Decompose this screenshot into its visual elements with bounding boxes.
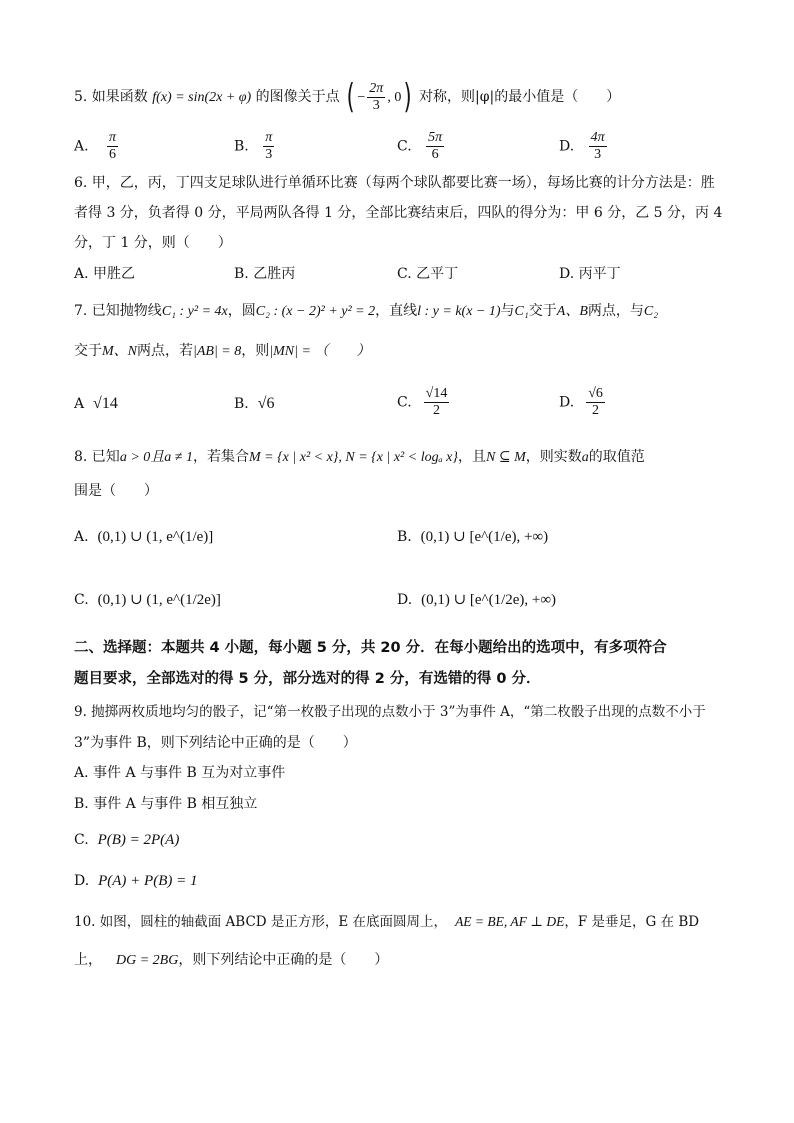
option-fraction [426, 130, 444, 163]
q5-left-paren: ( [346, 77, 355, 117]
option-fraction [589, 130, 607, 163]
q10-text: ，则下列结论中正确的是（ ） [178, 952, 389, 968]
q8-subset: N ⊆ M [486, 450, 526, 465]
q7-option-d[interactable] [559, 386, 607, 419]
q5-mid: 的图像关于点 [255, 89, 340, 105]
option-label: A [74, 396, 85, 412]
option-num: 5π [428, 130, 443, 145]
option-label: C. [397, 394, 412, 411]
option-fraction [107, 130, 118, 163]
q5-point-den: 3 [372, 97, 380, 113]
q9-option-a[interactable] [74, 763, 285, 783]
option-text: 事件 A 与事件 B 相互独立 [93, 796, 258, 812]
option-fraction [586, 386, 605, 419]
q7-text: ，直线 [375, 303, 418, 319]
q7-ab: A、B [556, 304, 588, 319]
option-label: C. [74, 832, 89, 848]
q7-option-b[interactable] [234, 394, 274, 414]
q8-text: 8. 已知 [74, 449, 120, 465]
q7-text: 交于 [528, 303, 557, 319]
q7-ab-length: |AB| = 8 [193, 344, 242, 359]
option-num: √14 [425, 386, 448, 401]
q10-line-2 [74, 950, 388, 971]
q7-line-eq: l : y = k(x − 1) [417, 304, 501, 319]
q8-option-d[interactable] [397, 590, 556, 610]
q7-text: 两点，与 [587, 303, 644, 319]
option-label: A. [74, 529, 89, 545]
option-text: 甲胜乙 [93, 266, 136, 282]
q5-function: f(x) = sin(2x + φ) [152, 90, 252, 105]
q10-condition: AE = BE, AF ⊥ DE [455, 914, 565, 929]
q5-option-b[interactable] [234, 130, 276, 163]
q8-var-a: a [581, 450, 589, 465]
q10-dg: DG = 2BG [116, 953, 179, 968]
q9-option-c[interactable] [74, 830, 179, 850]
option-den: 2 [433, 403, 441, 418]
option-num: √6 [588, 386, 603, 401]
q8-option-c[interactable] [74, 590, 221, 610]
option-den: 6 [431, 147, 439, 162]
q7-option-c[interactable] [397, 386, 451, 419]
option-label: C. [397, 138, 412, 155]
q7-c1: C₁ [514, 304, 529, 319]
q7-parabola: C₁ : y² = 4x [161, 304, 228, 319]
option-num: π [109, 130, 117, 145]
q8-text: ，若集合 [192, 449, 249, 465]
q6-line-1: 6. 甲，乙，丙，丁四支足球队进行单循环比赛（每两个球队都要比赛一场），每场比赛的计分方法是：胜 [74, 175, 715, 191]
q7-text: ，则 [241, 343, 270, 359]
option-den: 3 [594, 147, 602, 162]
option-label: A. [74, 266, 89, 282]
option-text: √6 [257, 395, 275, 412]
q5-option-d[interactable] [559, 130, 609, 163]
question-5-stem: 5. 如果函数 f(x) = sin(2x + φ) 的图像关于点 ( − $\frac{2\pi}{3}$ , 0) 对称，则|φ|的最小值是（ ） [74, 77, 621, 117]
q5-point-tail: , 0 [387, 90, 402, 105]
q7-mn-length: |MN| = （ ） [269, 344, 371, 359]
option-label: B. [234, 266, 249, 282]
option-text: (0,1) ∪ [e^(1/2e), +∞) [421, 592, 557, 608]
q8-line-1 [74, 447, 645, 468]
q8-text: 的取值范 [588, 449, 645, 465]
option-label: B. [234, 138, 249, 155]
q7-text: 7. 已知抛物线 [74, 303, 162, 319]
q10-text: 10. 如图，圆柱的轴截面 ABCD 是正方形，E 在底面圆周上， [74, 914, 448, 930]
option-den: 2 [592, 403, 600, 418]
option-text: (0,1) ∪ [e^(1/e), +∞) [420, 529, 549, 545]
option-fraction [263, 130, 274, 163]
q5-point-num: 2π [369, 80, 384, 96]
q8-option-a[interactable] [74, 527, 213, 547]
q7-c2: C₂ [643, 304, 659, 319]
q7-text: ，圆 [227, 303, 256, 319]
q10-line-1 [74, 912, 699, 932]
q6-line-3: 分，丁 1 分，则（ ） [74, 235, 232, 251]
option-num: π [265, 130, 273, 145]
q8-condition: a > 0且a ≠ 1 [119, 450, 193, 465]
q7-text: 与 [500, 303, 515, 319]
q5-right-paren: ) [403, 77, 412, 117]
q7-line-1 [74, 301, 658, 322]
option-label: C. [74, 592, 89, 608]
q6-option-a[interactable] [74, 264, 135, 284]
section-2-heading-line-1: 二、选择题：本题共 4 小题，每小题 5 分，共 20 分．在每小题给出的选项中，有多项符合 [74, 640, 667, 656]
q8-text: ，则实数 [525, 449, 582, 465]
option-label: B. [234, 396, 249, 412]
q6-option-c[interactable] [397, 264, 458, 284]
option-text: 乙平丁 [416, 266, 459, 282]
q10-text: 上， [74, 952, 102, 968]
option-num: 4π [590, 130, 605, 145]
q5-point-fraction [367, 81, 385, 114]
q6-line-2: 者得 3 分，负者得 0 分，平局两队各得 1 分，全部比赛结束后，四队的得分为：甲 6 分，乙 5 分，丙 4 [74, 205, 723, 221]
q8-text: ，且 [458, 449, 486, 465]
q7-text: 两点，若 [137, 343, 193, 359]
option-text: √14 [93, 395, 118, 412]
q7-text: 交于 [74, 343, 102, 359]
q5-prefix: 5. 如果函数 [74, 89, 148, 105]
q8-sets: M = {x | x² < x}, N = {x | x² < logₐ x} [248, 450, 458, 465]
option-text: P(B) = 2P(A) [97, 832, 180, 848]
q9-option-d[interactable] [74, 871, 197, 891]
option-text: 丙平丁 [578, 266, 621, 282]
q5-option-c[interactable] [397, 130, 446, 163]
option-label: D. [559, 394, 575, 411]
q6-option-d[interactable] [559, 264, 621, 284]
q9-line-2: 3”为事件 B，则下列结论中正确的是（ ） [74, 735, 357, 751]
option-den: 6 [109, 147, 117, 162]
option-label: B. [397, 529, 412, 545]
option-label: B. [74, 796, 89, 812]
option-text: 事件 A 与事件 B 互为对立事件 [93, 765, 286, 781]
q8-option-b[interactable] [397, 527, 548, 547]
q7-line-2 [74, 341, 370, 362]
option-label: C. [397, 266, 412, 282]
option-label: A. [74, 138, 89, 155]
option-text: 乙胜丙 [253, 266, 296, 282]
option-label: D. [559, 266, 575, 282]
option-text: P(A) + P(B) = 1 [98, 873, 198, 889]
option-label: D. [397, 592, 413, 608]
option-text: (0,1) ∪ (1, e^(1/e)] [97, 529, 214, 545]
q7-option-a[interactable] [74, 394, 118, 414]
q10-text: ，F 是垂足，G 在 BD [564, 914, 700, 930]
q6-option-b[interactable] [234, 264, 295, 284]
option-label: D. [559, 138, 575, 155]
q9-line-1: 9. 抛掷两枚质地均匀的骰子，记“第一枚骰子出现的点数小于 3”为事件 A，“第二枚骰子出现的点数不小于 [74, 704, 706, 720]
option-label: A. [74, 765, 89, 781]
q8-line-2: 围是（ ） [74, 483, 158, 499]
option-den: 3 [265, 147, 273, 162]
q5-option-a[interactable] [74, 130, 120, 163]
q7-mn: M、N [102, 344, 137, 359]
q5-suffix: 对称，则|φ|的最小值是（ ） [419, 89, 621, 105]
section-2-heading-line-2: 题目要求，全部选对的得 5 分，部分选对的得 2 分，有选错的得 0 分． [74, 671, 541, 687]
option-label: D. [74, 873, 90, 889]
q9-option-b[interactable] [74, 794, 257, 814]
option-fraction [424, 386, 450, 419]
q7-circle: C₂ : (x − 2)² + y² = 2 [255, 304, 376, 319]
option-text: (0,1) ∪ (1, e^(1/2e)] [97, 592, 221, 608]
